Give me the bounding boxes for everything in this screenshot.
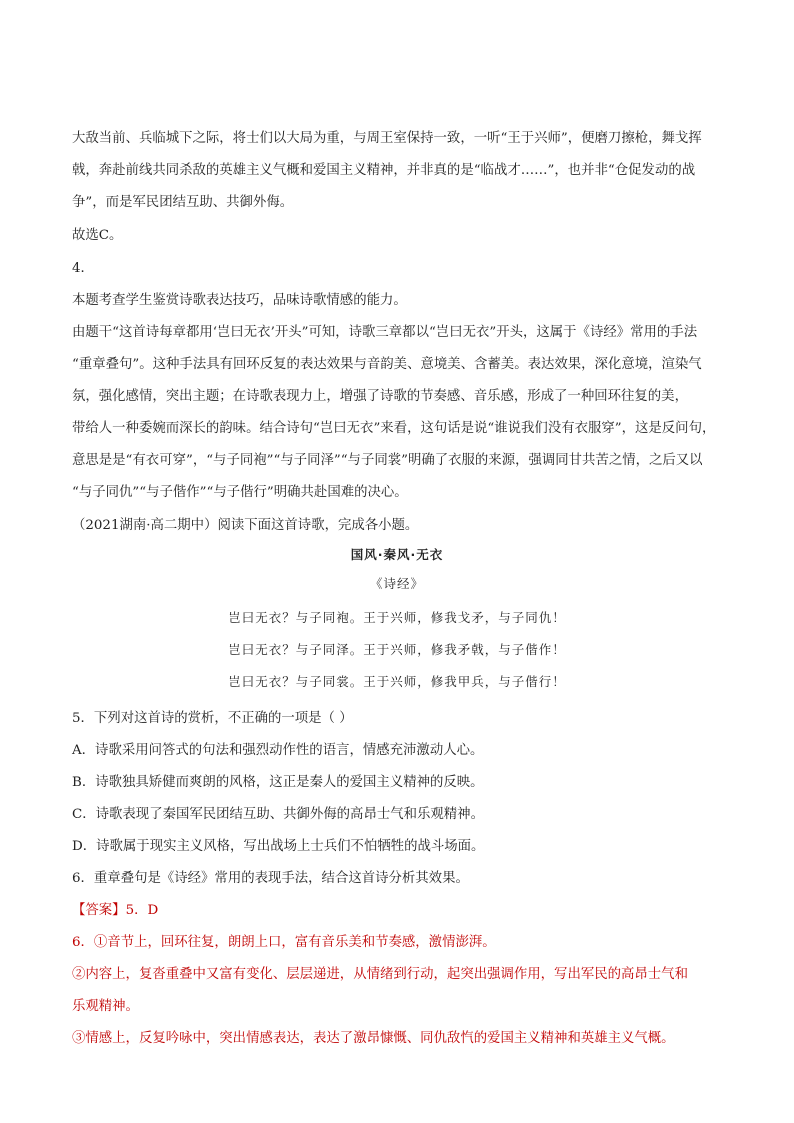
question-5-stem: 5．下列对这首诗的赏析，不正确的一项是（ ） (72, 711, 353, 726)
explanation-conclusion: 故选C。 (72, 228, 123, 243)
question-4-line-3: “重章叠句”。这种手法具有回环反复的表达效果与音韵美、意境美、含蓄美。表达效果，深化意境，渲染气 (72, 357, 702, 372)
question-4-line-7: “与子同仇”“与子偕作”“与子偕行”明确共赴国难的决心。 (72, 485, 408, 500)
poem-line-2: 岂曰无衣？与子同泽。王于兴师，修我矛戟，与子偕作！ (228, 642, 566, 657)
answer-q6-line-3: 乐观精神。 (72, 999, 139, 1014)
explanation-line-2: 戟，奔赴前线共同杀敌的英雄主义气概和爱国主义精神，并非真的是“临战才……”，也并非“仓促发动的战 (72, 163, 696, 178)
explanation-line-3: 争”，而是军民团结互助、共御外侮。 (72, 195, 294, 210)
answer-q6-line-2: ②内容上，复沓重叠中又富有变化、层层递进，从情绪到行动，起突出强调作用，写出军民的高昂士气和 (72, 967, 688, 982)
answer-q6-line-1: 6．①音节上，回环往复，朗朗上口，富有音乐美和节奏感，激情澎湃。 (72, 935, 496, 950)
explanation-line-1: 大敌当前、兵临城下之际，将士们以大局为重，与周王室保持一致，一听“王于兴师”，便磨刀擦枪，舞戈挥 (72, 131, 702, 146)
question-5-option-c: C．诗歌表现了秦国军民团结互助、共御外侮的高昂士气和乐观精神。 (72, 807, 484, 822)
answer-q5: 5．D (125, 903, 159, 918)
question-5-option-d: D．诗歌属于现实主义风格，写出战场上士兵们不怕牺牲的战斗场面。 (72, 839, 485, 854)
question-5-option-a: A．诗歌采用问答式的句法和强烈动作性的语言，情感充沛激动人心。 (72, 743, 484, 758)
question-4-line-4: 氛，强化感情，突出主题；在诗歌表现力上，增强了诗歌的节奏感、音乐感，形成了一种回环往复的美， (72, 389, 688, 404)
poem-source: 《诗经》 (369, 576, 424, 591)
question-4-line-2: 由题干“这首诗每章都用‘岂曰无衣’开头”可知，诗歌三章都以“岂曰无衣”开头，这属于《诗经》常用的手法 (72, 325, 698, 340)
poem-line-1: 岂曰无衣？与子同袍。王于兴师，修我戈矛，与子同仇！ (228, 610, 566, 625)
source-intro: （2021湖南·高二期中）阅读下面这首诗歌，完成各小题。 (72, 518, 419, 533)
poem-line-3: 岂曰无衣？与子同裳。王于兴师，修我甲兵，与子偕行！ (228, 674, 566, 689)
question-4-line-5: 带给人一种委婉而深长的韵味。结合诗句“岂曰无衣”来看，这句话是说“谁说我们没有衣服穿”，这是反问句， (72, 421, 716, 436)
question-5-option-b: B．诗歌独具矫健而爽朗的风格，这正是秦人的爱国主义精神的反映。 (72, 775, 484, 790)
question-4-number: 4． (72, 261, 94, 276)
answer-q6-line-4: ③情感上，反复吟咏中，突出情感表达，表达了激昂慷慨、同仇敌忾的爱国主义精神和英雄主义气概。 (72, 1031, 675, 1046)
question-4-line-6: 意思是是“有衣可穿”，“与子同袍”“与子同泽”“与子同裳”明确了衣服的来源，强调同甘共苦之情，之后又以 (72, 453, 703, 468)
answer-label: 【答案】 (72, 903, 126, 918)
question-6-stem: 6．重章叠句是《诗经》常用的表现手法，结合这首诗分析其效果。 (72, 871, 469, 886)
question-4-line-1: 本题考查学生鉴赏诗歌表达技巧，品味诗歌情感的能力。 (72, 293, 407, 308)
answer-line (72, 895, 724, 926)
poem-title: 国风·秦风·无衣 (350, 547, 444, 562)
